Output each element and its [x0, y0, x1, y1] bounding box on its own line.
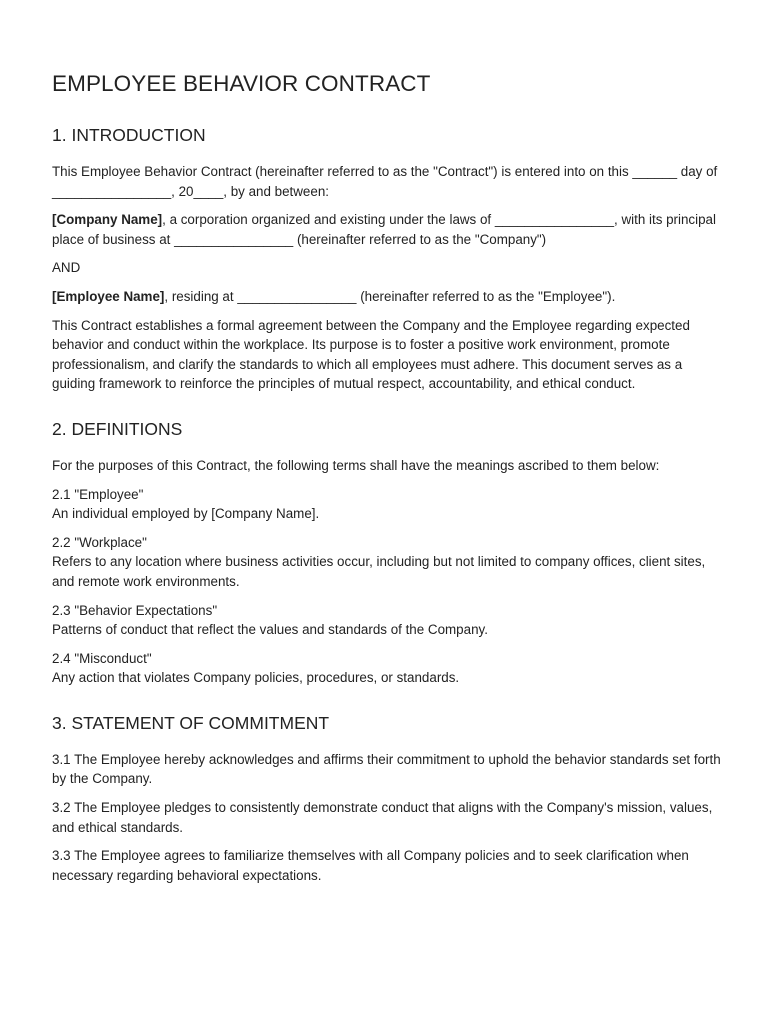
- document-page: [52, 70, 722, 894]
- document-title: EMPLOYEE BEHAVIOR CONTRACT: [52, 71, 431, 96]
- definition-text: Patterns of conduct that reflect the values and standards of the Company.: [52, 622, 488, 638]
- section-heading-introduction: 1. INTRODUCTION: [52, 125, 206, 145]
- definition-term: 2.3 "Behavior Expectations": [52, 602, 218, 618]
- company-name-placeholder: [Company Name]: [52, 212, 163, 228]
- intro-paragraph: This Employee Behavior Contract (hereinafter referred to as the "Contract") is entered into on this ______ day of ________________, 20____, by and between:: [52, 164, 718, 199]
- definitions-intro: For the purposes of this Contract, the following terms shall have the meanings ascribed to them below:: [52, 457, 660, 473]
- employee-party-paragraph: [52, 287, 722, 307]
- definition-item: [52, 485, 722, 524]
- definition-text: An individual employed by [Company Name].: [52, 506, 320, 522]
- definition-item: [52, 649, 722, 688]
- definition-item: [52, 533, 722, 592]
- definition-term: 2.1 "Employee": [52, 486, 144, 502]
- purpose-paragraph: This Contract establishes a formal agreement between the Company and the Employee regarding expected behavior and conduct within the workplace. Its purpose is to foster a positive work environment, promote professionalism, and clarify the standards to which all employees must adhere. This document serves as a guiding framework to reinforce the principles of mutual respect, accountability, and ethical conduct.: [52, 317, 690, 392]
- definition-term: 2.4 "Misconduct": [52, 650, 152, 666]
- definition-term: 2.2 "Workplace": [52, 534, 147, 550]
- definition-text: Any action that violates Company policies, procedures, or standards.: [52, 670, 460, 686]
- section-definitions: [52, 418, 722, 688]
- section-heading-commitment: 3. STATEMENT OF COMMITMENT: [52, 712, 330, 733]
- definition-item: [52, 601, 722, 640]
- employee-name-placeholder: [Employee Name]: [52, 288, 165, 304]
- and-separator: AND: [52, 260, 81, 276]
- commitment-item: 3.1 The Employee hereby acknowledges and affirms their commitment to uphold the behavior standards set forth by the Company.: [52, 751, 721, 787]
- employee-party-text: , residing at ________________ (hereinafter referred to as the "Employee").: [164, 288, 616, 304]
- commitment-item: 3.2 The Employee pledges to consistently demonstrate conduct that aligns with the Company's mission, values, and ethical standards.: [52, 800, 713, 835]
- section-introduction: [52, 124, 722, 394]
- section-heading-definitions: 2. DEFINITIONS: [52, 418, 183, 439]
- company-party-text: , a corporation organized and existing under the laws of ________________, with its principal place of business at ________________ (hereinafter referred to as the "Company"): [52, 212, 716, 247]
- commitment-item: 3.3 The Employee agrees to familiarize themselves with all Company policies and to seek clarification when necessary regarding behavioral expectations.: [52, 848, 689, 883]
- company-party-paragraph: [52, 210, 722, 249]
- definition-text: Refers to any location where business activities occur, including but not limited to company offices, client sites, and remote work environments.: [52, 554, 706, 589]
- section-commitment: [52, 712, 722, 886]
